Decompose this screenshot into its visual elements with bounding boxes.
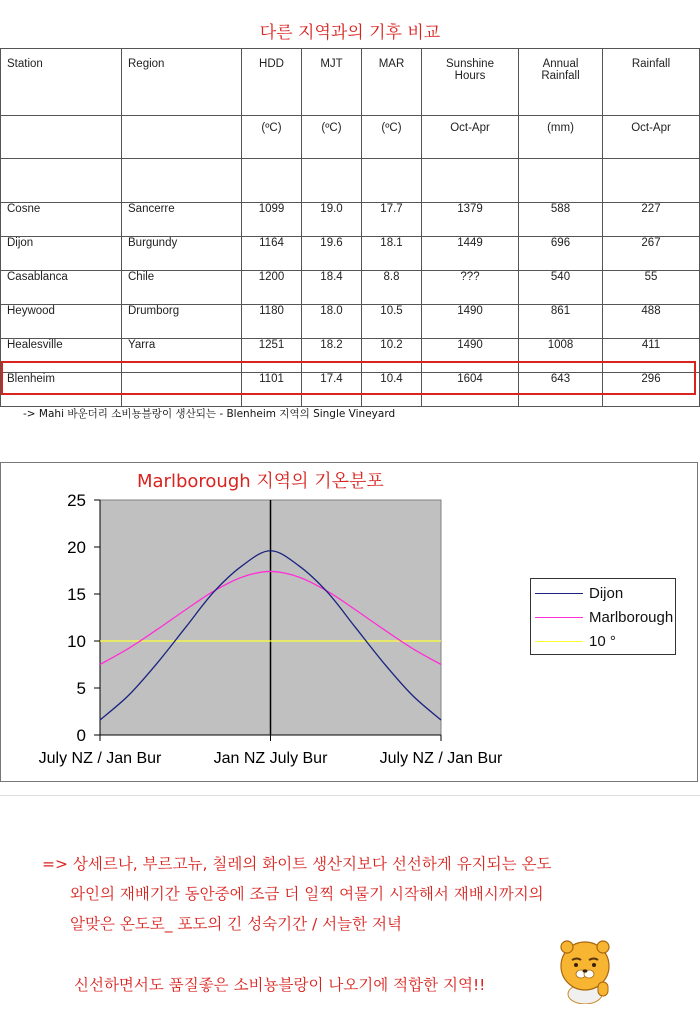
table-cell: 19.6 — [302, 237, 362, 271]
unit-cell: (ºC) — [302, 116, 362, 159]
table-cell: Casablanca — [1, 271, 122, 305]
legend-label-10deg: 10 ° — [589, 632, 616, 650]
table-row — [1, 271, 700, 305]
header-annual-rainfall — [519, 49, 603, 116]
unit-cell — [122, 116, 242, 159]
table-cell: 1379 — [422, 203, 519, 237]
legend-swatch-10deg — [535, 641, 583, 642]
table-cell: 227 — [603, 203, 700, 237]
table-cell: 10.4 — [362, 373, 422, 407]
table-cell: 1490 — [422, 305, 519, 339]
table-cell: Yarra — [122, 339, 242, 373]
x-tick-label: July NZ / Jan Bur — [38, 750, 162, 767]
header-hdd: HDD — [242, 49, 302, 116]
legend-label-dijon: Dijon — [589, 584, 624, 602]
table-cell: 1099 — [242, 203, 302, 237]
climate-table — [0, 48, 700, 407]
table-cell: Sancerre — [122, 203, 242, 237]
table-cell: Drumborg — [122, 305, 242, 339]
table-cell: 1604 — [422, 373, 519, 407]
table-cell: 1251 — [242, 339, 302, 373]
table-cell: ??? — [422, 271, 519, 305]
table-cell: 10.2 — [362, 339, 422, 373]
table-cell: 643 — [519, 373, 603, 407]
chart-title: Marlborough 지역의 기온분포 — [137, 471, 384, 492]
y-tick-label: 25 — [67, 491, 86, 510]
blenheim-highlight-box — [1, 361, 696, 395]
header-mjt: MJT — [302, 49, 362, 116]
table-cell: 296 — [603, 373, 700, 407]
table-cell: 267 — [603, 237, 700, 271]
table-cell: 1449 — [422, 237, 519, 271]
table-cell: 1490 — [422, 339, 519, 373]
y-tick-label: 0 — [76, 726, 86, 745]
header-rainfall: Rainfall — [603, 49, 700, 116]
table-row — [1, 305, 700, 339]
unit-cell: Oct-Apr — [422, 116, 519, 159]
table-cell: Burgundy — [122, 237, 242, 271]
conclusion-line-1: => 상세르나, 부르고뉴, 칠레의 화이트 생산지보다 선선하게 유지되는 온도 — [42, 855, 552, 873]
table-cell: 18.0 — [302, 305, 362, 339]
legend-label-marlborough: Marlborough — [589, 608, 674, 626]
table-cell: 696 — [519, 237, 603, 271]
table-cell: Dijon — [1, 237, 122, 271]
table-cell: Chile — [122, 271, 242, 305]
table-cell: 1180 — [242, 305, 302, 339]
conclusion-line-3: 알맞은 온도로_ 포도의 긴 성숙기간 / 서늘한 저녁 — [70, 915, 402, 933]
table-cell: 17.4 — [302, 373, 362, 407]
legend-item-10deg — [535, 631, 616, 651]
table-cell: 1008 — [519, 339, 603, 373]
table-cell: 1101 — [242, 373, 302, 407]
table-cell: 18.2 — [302, 339, 362, 373]
table-cell: 55 — [603, 271, 700, 305]
unit-cell: Oct-Apr — [603, 116, 700, 159]
unit-cell: (ºC) — [362, 116, 422, 159]
table-cell: 540 — [519, 271, 603, 305]
unit-cell: (mm) — [519, 116, 603, 159]
unit-cell: (ºC) — [242, 116, 302, 159]
conclusion-line-2: 와인의 재배기간 동안중에 조금 더 일찍 여물기 시작해서 재배시까지의 — [70, 885, 544, 903]
header-station: Station — [1, 49, 122, 116]
table-cell: 18.4 — [302, 271, 362, 305]
legend-swatch-marlborough — [535, 617, 583, 618]
x-tick-label: Jan NZ July Bur — [213, 750, 328, 767]
table-cell: Cosne — [1, 203, 122, 237]
legend-swatch-dijon — [535, 593, 583, 594]
y-tick-label: 5 — [76, 679, 86, 698]
table-cell: 18.1 — [362, 237, 422, 271]
header-region: Region — [122, 49, 242, 116]
table-cell: 8.8 — [362, 271, 422, 305]
table-row — [1, 237, 700, 271]
header-sunshine — [422, 49, 519, 116]
table-cell: 861 — [519, 305, 603, 339]
lion-character-icon — [554, 938, 616, 1004]
y-tick-label: 10 — [67, 632, 86, 651]
header-annual-rainfall-label: Annual Rainfall — [541, 58, 580, 82]
header-sunshine-label: Sunshine Hours — [446, 58, 494, 82]
legend-item-marlborough — [535, 607, 673, 627]
page-title: 다른 지역과의 기후 비교 — [259, 23, 441, 43]
conclusion-line-4: 신선하면서도 품질좋은 소비뇽블랑이 나오기에 적합한 지역!! — [74, 976, 486, 994]
table-cell: 411 — [603, 339, 700, 373]
vineyard-note: -> Mahi 바운더리 소비뇽블랑이 생산되는 - Blenheim 지역의 Single Vineyard — [23, 408, 396, 420]
table-cell: Healesville — [1, 339, 122, 373]
section-divider — [0, 795, 700, 796]
chart-legend — [530, 578, 676, 655]
table-cell: 1200 — [242, 271, 302, 305]
header-mar: MAR — [362, 49, 422, 116]
table-unit-row — [1, 116, 700, 159]
table-cell: 588 — [519, 203, 603, 237]
unit-cell — [1, 116, 122, 159]
table-cell: 19.0 — [302, 203, 362, 237]
y-tick-label: 20 — [67, 538, 86, 557]
table-header-row — [1, 49, 700, 116]
table-row — [1, 203, 700, 237]
y-tick-label: 15 — [67, 585, 86, 604]
table-cell: 488 — [603, 305, 700, 339]
table-cell: 10.5 — [362, 305, 422, 339]
table-cell: 1164 — [242, 237, 302, 271]
table-cell: 17.7 — [362, 203, 422, 237]
table-cell: Heywood — [1, 305, 122, 339]
legend-item-dijon — [535, 583, 623, 603]
table-blank-row — [1, 159, 700, 203]
table-cell: Blenheim — [1, 373, 122, 407]
x-tick-label: July NZ / Jan Bur — [379, 750, 503, 767]
